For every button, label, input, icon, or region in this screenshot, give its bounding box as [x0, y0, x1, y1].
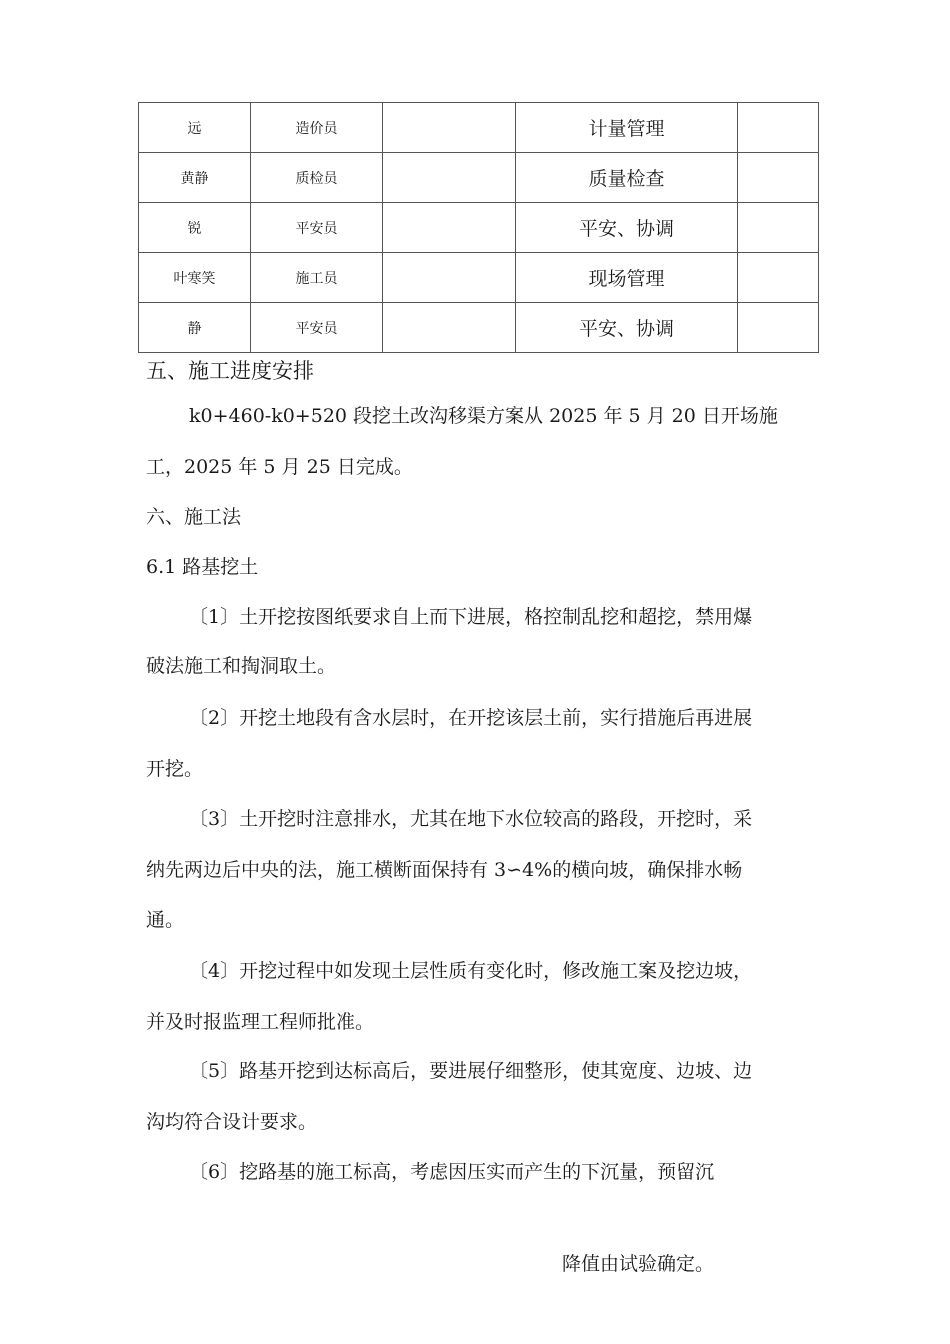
staff-role-cell: 质检员: [251, 153, 383, 203]
staff-duty-cell: 质量检查: [516, 153, 738, 203]
item-3-line-2: 纳先两边后中央的法，施工横断面保持有 3∽4%的横向坡，确保排水畅: [146, 859, 743, 881]
empty-cell: [383, 103, 516, 153]
staff-name-cell: 黄静: [139, 153, 251, 203]
schedule-paragraph-line-2: 工，2025 年 5 月 25 日完成。: [146, 456, 413, 478]
staff-table: [138, 102, 819, 353]
item-4-line-2: 并及时报监理工程师批准。: [146, 1011, 375, 1033]
item-1-line-1: 〔1〕土开挖按图纸要求自上而下进展，格控制乱挖和超挖，禁用爆: [189, 606, 753, 628]
item-3-line-3: 通。: [146, 909, 185, 931]
table-row: [139, 153, 819, 203]
empty-cell: [738, 103, 819, 153]
schedule-paragraph-line-1: k0+460-k0+520 段挖土改沟移渠方案从 2025 年 5 月 20 日开场施: [189, 405, 778, 427]
staff-role-cell: 施工员: [251, 253, 383, 303]
item-6-line-2: 降值由试验确定。: [562, 1253, 715, 1275]
empty-cell: [383, 153, 516, 203]
staff-duty-cell: 现场管理: [516, 253, 738, 303]
item-4-line-1: 〔4〕开挖过程中如发现土层性质有变化时，修改施工案及挖边坡，: [189, 960, 753, 982]
table-row: [139, 303, 819, 353]
table-row: [139, 253, 819, 303]
item-2-line-2: 开挖。: [146, 758, 204, 780]
staff-name-cell: 静: [139, 303, 251, 353]
item-5-line-1: 〔5〕路基开挖到达标高后，要进展仔细整形，使其宽度、边坡、边: [189, 1060, 753, 1082]
staff-duty-cell: 平安、协调: [516, 303, 738, 353]
empty-cell: [383, 203, 516, 253]
staff-name-cell: 叶寒笑: [139, 253, 251, 303]
staff-name-cell: 远: [139, 103, 251, 153]
empty-cell: [383, 253, 516, 303]
empty-cell: [738, 253, 819, 303]
staff-role-cell: 平安员: [251, 203, 383, 253]
item-5-line-2: 沟均符合设计要求。: [146, 1111, 318, 1133]
staff-role-cell: 造价员: [251, 103, 383, 153]
item-1-line-2: 破法施工和掏洞取土。: [146, 655, 337, 677]
section-6-title: 六、施工法: [146, 506, 242, 528]
staff-role-cell: 平安员: [251, 303, 383, 353]
empty-cell: [738, 153, 819, 203]
empty-cell: [738, 203, 819, 253]
item-3-line-1: 〔3〕土开挖时注意排水，尤其在地下水位较高的路段，开挖时，采: [189, 808, 753, 830]
staff-duty-cell: 计量管理: [516, 103, 738, 153]
staff-name-cell: 锐: [139, 203, 251, 253]
item-2-line-1: 〔2〕开挖土地段有含水层时，在开挖该层土前，实行措施后再进展: [189, 707, 753, 729]
table-row: [139, 203, 819, 253]
empty-cell: [383, 303, 516, 353]
empty-cell: [738, 303, 819, 353]
section-5-title: 五、施工进度安排: [146, 359, 314, 383]
item-6-line-1: 〔6〕挖路基的施工标高，考虑因压实而产生的下沉量，预留沉: [189, 1161, 715, 1183]
staff-duty-cell: 平安、协调: [516, 203, 738, 253]
section-6-1-title: 6.1 路基挖土: [146, 556, 259, 578]
table-row: [139, 103, 819, 153]
